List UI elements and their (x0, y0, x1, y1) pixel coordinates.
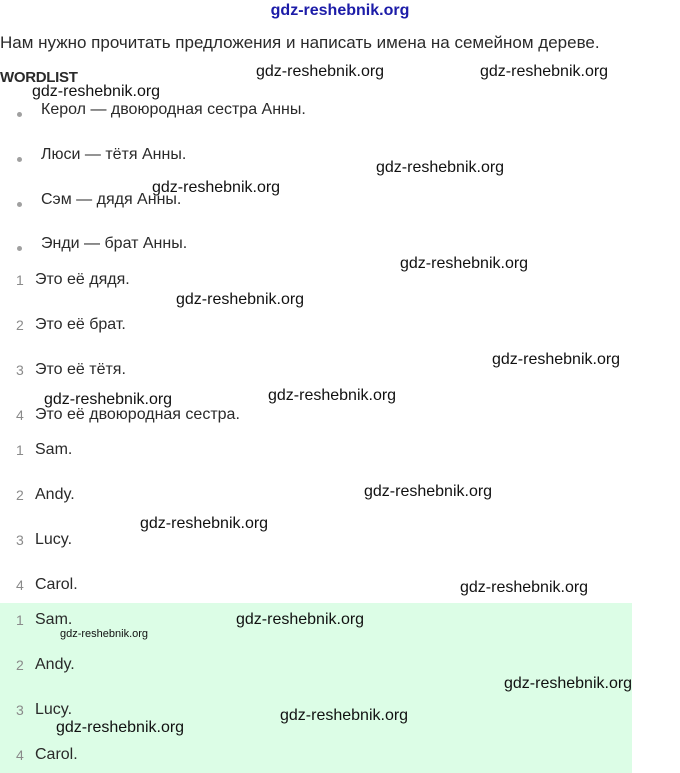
watermark: gdz-reshebnik.org (140, 515, 269, 532)
intro-text: Нам нужно прочитать предложения и написать имена на семейном дереве. (0, 33, 600, 52)
site-link[interactable]: gdz-reshebnik.org (270, 2, 410, 19)
name-text: Carol. (35, 576, 78, 593)
item-number: 3 (16, 362, 24, 378)
item-number: 1 (16, 612, 24, 628)
watermark: gdz-reshebnik.org (376, 159, 505, 176)
answer-text: Sam. (35, 611, 73, 628)
answer-text: Lucy. (35, 701, 73, 718)
watermark: gdz-reshebnik.org (492, 351, 621, 368)
watermark: gdz-reshebnik.org (280, 707, 409, 724)
item-number: 2 (16, 657, 24, 673)
wordlist-item-text: Энди — брат Анны. (41, 235, 188, 252)
watermark: gdz-reshebnik.org (176, 291, 305, 308)
bullet-icon (17, 112, 22, 117)
watermark: gdz-reshebnik.org (44, 391, 173, 408)
watermark: gdz-reshebnik.org (400, 255, 529, 272)
watermark: gdz-reshebnik.org (236, 611, 365, 628)
wordlist-item-text: Керол — двоюродная сестра Анны. (41, 101, 306, 118)
watermark: gdz-reshebnik.org (32, 83, 161, 100)
answer-text: Andy. (35, 656, 75, 673)
name-text: Lucy. (35, 531, 73, 548)
item-number: 2 (16, 487, 24, 503)
item-number: 1 (16, 272, 24, 288)
name-text: Andy. (35, 486, 75, 503)
wordlist-title: WORDLIST (0, 69, 78, 86)
bullet-icon (17, 157, 22, 162)
watermark: gdz-reshebnik.org (504, 675, 633, 692)
watermark: gdz-reshebnik.org (268, 387, 397, 404)
watermark: gdz-reshebnik.org (56, 719, 185, 736)
item-number: 3 (16, 702, 24, 718)
item-number: 4 (16, 407, 24, 423)
watermark: gdz-reshebnik.org (256, 63, 385, 80)
watermark: gdz-reshebnik.org (364, 483, 493, 500)
bullet-icon (17, 202, 22, 207)
sentence-text: Это её тётя. (35, 361, 126, 378)
sentence-text: Это её дядя. (35, 271, 130, 288)
item-number: 1 (16, 442, 24, 458)
item-number: 4 (16, 577, 24, 593)
sentence-text: Это её двоюродная сестра. (35, 406, 240, 423)
bullet-icon (17, 246, 22, 251)
watermark: gdz-reshebnik.org (152, 179, 281, 196)
watermark: gdz-reshebnik.org (480, 63, 609, 80)
item-number: 4 (16, 747, 24, 763)
item-number: 3 (16, 532, 24, 548)
wordlist-item-text: Сэм — дядя Анны. (41, 191, 182, 208)
item-number: 2 (16, 317, 24, 333)
watermark: gdz-reshebnik.org (460, 579, 589, 596)
wordlist-item-text: Люси — тётя Анны. (41, 146, 187, 163)
answer-text: Carol. (35, 746, 78, 763)
sentence-text: Это её брат. (35, 316, 126, 333)
name-text: Sam. (35, 441, 73, 458)
watermark: gdz-reshebnik.org (60, 628, 149, 640)
